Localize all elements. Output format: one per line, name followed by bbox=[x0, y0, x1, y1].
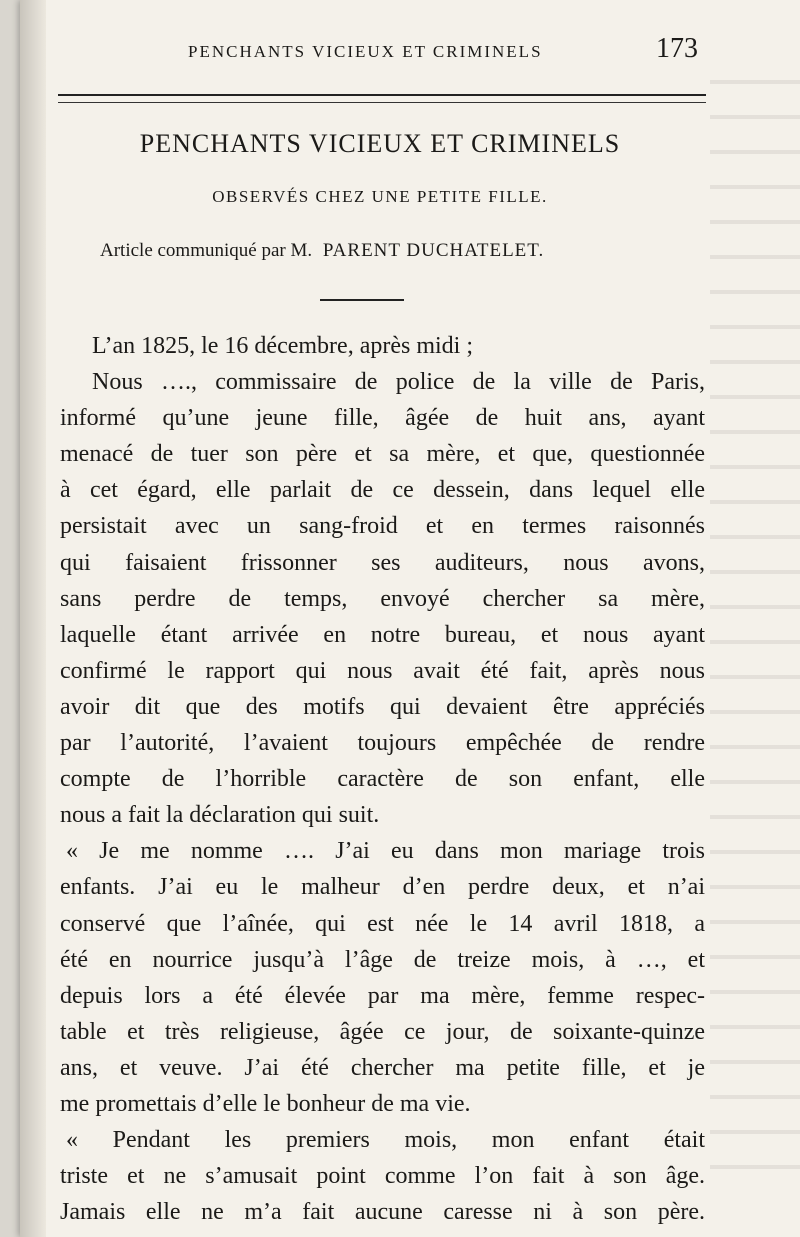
text-line: sans perdre de temps, envoyé chercher sa mère, bbox=[60, 585, 705, 612]
text-line: « Je me nomme …. J’ai eu dans mon mariage trois bbox=[66, 838, 705, 865]
text-line: L’an 1825, le 16 décembre, après midi ; bbox=[92, 333, 473, 359]
text-line: menacé de tuer son père et sa mère, et que, questionnée bbox=[60, 441, 705, 468]
text-line: à cet égard, elle parlait de ce dessein, dans lequel elle bbox=[60, 477, 705, 504]
article-body bbox=[60, 328, 705, 1230]
byline-author: PARENT DUCHATELET. bbox=[322, 240, 545, 261]
text-line: Nous …., commissaire de police de la ville de Paris, bbox=[92, 369, 705, 396]
section-divider bbox=[320, 299, 404, 301]
text-line: « Pendant les premiers mois, mon enfant était bbox=[66, 1127, 705, 1154]
article-subtitle: OBSERVÉS CHEZ UNE PETITE FILLE. bbox=[212, 187, 548, 206]
header-rule bbox=[58, 94, 706, 96]
text-line: informé qu’une jeune fille, âgée de huit ans, ayant bbox=[60, 405, 705, 432]
article-title: PENCHANTS VICIEUX ET CRIMINELS bbox=[139, 129, 621, 158]
text-line: persistait avec un sang-froid et en termes raisonnés bbox=[60, 513, 705, 540]
text-line: nous a fait la déclaration qui suit. bbox=[60, 802, 380, 829]
text-line: enfants. J’ai eu le malheur d’en perdre deux, et n’ai bbox=[60, 874, 705, 901]
text-line: Jamais elle ne m’a fait aucune caresse ni à son père. bbox=[60, 1199, 705, 1226]
text-line: me promettais d’elle le bonheur de ma vie. bbox=[60, 1090, 471, 1117]
text-line: laquelle étant arrivée en notre bureau, et nous ayant bbox=[60, 621, 705, 648]
text-line: depuis lors a été élevée par ma mère, femme respec- bbox=[60, 982, 705, 1009]
byline-prefix: Article communiqué par M. bbox=[100, 240, 313, 261]
byline bbox=[100, 240, 720, 262]
text-line: avoir dit que des motifs qui devaient être appréciés bbox=[60, 693, 705, 720]
text-line: par l’autorité, l’avaient toujours empêchée de rendre bbox=[60, 730, 705, 757]
running-head: PENCHANTS VICIEUX ET CRIMINELS bbox=[188, 42, 543, 61]
page-number: 173 bbox=[656, 33, 698, 64]
show-through-text bbox=[710, 60, 800, 1180]
text-line: confirmé le rapport qui nous avait été fait, après nous bbox=[60, 657, 705, 684]
text-line: été en nourrice jusqu’à l’âge de treize mois, à …, et bbox=[60, 946, 705, 973]
header-rule-thin bbox=[58, 102, 706, 103]
text-line: compte de l’horrible caractère de son enfant, elle bbox=[60, 766, 705, 793]
book-page bbox=[20, 0, 800, 1237]
text-line: table et très religieuse, âgée ce jour, de soixante-quinze bbox=[60, 1018, 705, 1045]
text-line: qui faisaient frissonner ses auditeurs, nous avons, bbox=[60, 549, 705, 576]
text-line: ans, et veuve. J’ai été chercher ma petite fille, et je bbox=[60, 1054, 705, 1081]
text-line: conservé que l’aînée, qui est née le 14 avril 1818, a bbox=[60, 910, 705, 937]
text-line: triste et ne s’amusait point comme l’on fait à son âge. bbox=[60, 1163, 705, 1190]
page-edge bbox=[20, 0, 46, 1237]
